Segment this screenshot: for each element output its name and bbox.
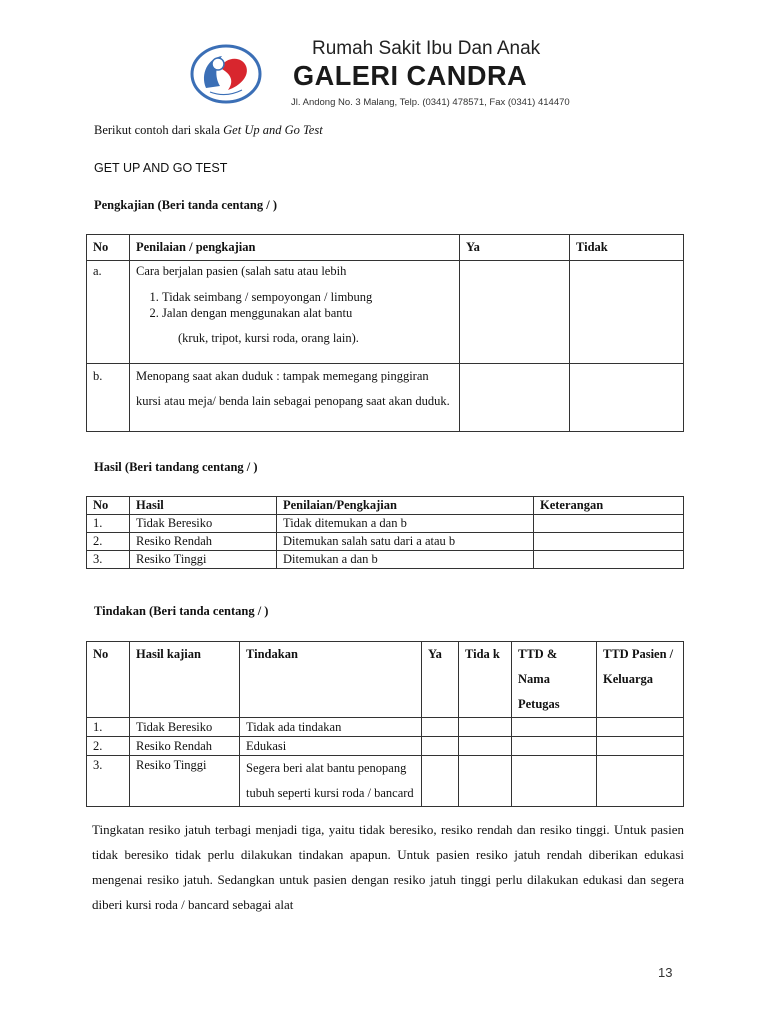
row-penilaian: Ditemukan a dan b xyxy=(277,551,534,569)
row-tindakan: Tidak ada tindakan xyxy=(240,718,422,737)
header-tidak: Tida k xyxy=(459,642,512,718)
section3-title: Tindakan (Beri tanda centang / ) xyxy=(94,604,269,618)
row-no: 1. xyxy=(87,718,130,737)
table-row xyxy=(87,533,684,551)
row-hasil: Resiko Tinggi xyxy=(130,551,277,569)
intro-italic: Get Up and Go Test xyxy=(223,123,323,137)
hospital-address: Jl. Andong No. 3 Malang, Telp. (0341) 478571, Fax (0341) 414470 xyxy=(291,97,570,108)
hospital-logo-icon xyxy=(190,44,262,104)
list-item: 2. Jalan dengan menggunakan alat bantu xyxy=(162,305,453,321)
checkbox-cell-ya[interactable] xyxy=(422,737,459,756)
signature-cell-pasien[interactable] xyxy=(597,737,684,756)
explanation-paragraph: Tingkatan resiko jatuh terbagi menjadi tiga, yaitu tidak beresiko, resiko rendah dan resiko tinggi. Untuk pasien tidak beresiko tidak perlu dilakukan tindakan apapun. Untuk pasien resiko jatuh rendah diberikan edukasi mengenai resiko jatuh. Sedangkan untuk pasien dengan resiko jatuh tinggi perlu dilakukan edukasi dan segera diberi kursi roda / bancard sebagai alat xyxy=(92,822,684,912)
header-ya: Ya xyxy=(422,642,459,718)
row-no: 2. xyxy=(87,533,130,551)
table-header-row xyxy=(87,235,684,261)
checkbox-cell-tidak[interactable] xyxy=(459,737,512,756)
row-a-text: Cara berjalan pasien (salah satu atau lebih xyxy=(136,264,347,278)
header-no: No xyxy=(87,642,130,718)
row-keterangan[interactable] xyxy=(534,515,684,533)
table-row xyxy=(87,515,684,533)
checkbox-cell-tidak[interactable] xyxy=(570,364,684,432)
signature-cell-pasien[interactable] xyxy=(597,756,684,807)
row-no: a. xyxy=(87,261,130,364)
header-hasil-kajian: Hasil kajian xyxy=(130,642,240,718)
row-hasil: Tidak Beresiko xyxy=(130,718,240,737)
table-header-row xyxy=(87,642,684,718)
row-a-continuation: (kruk, tripot, kursi roda, orang lain). xyxy=(178,331,359,345)
row-hasil: Tidak Beresiko xyxy=(130,515,277,533)
list-item: 1. Tidak seimbang / sempoyongan / limbung xyxy=(162,289,453,305)
page-number: 13 xyxy=(658,965,673,980)
hasil-table xyxy=(86,496,684,569)
intro-text xyxy=(94,123,323,138)
table-row xyxy=(87,756,684,807)
checkbox-cell-tidak[interactable] xyxy=(459,718,512,737)
header-ya: Ya xyxy=(460,235,570,261)
checkbox-cell-tidak[interactable] xyxy=(459,756,512,807)
intro-prefix: Berikut contoh dari skala xyxy=(94,123,224,137)
checkbox-cell-ya[interactable] xyxy=(460,364,570,432)
signature-cell-petugas[interactable] xyxy=(512,756,597,807)
row-no: b. xyxy=(87,364,130,432)
row-penilaian: Ditemukan salah satu dari a atau b xyxy=(277,533,534,551)
header-keterangan: Keterangan xyxy=(534,497,684,515)
test-title: GET UP AND GO TEST xyxy=(94,161,228,175)
header-no: No xyxy=(87,497,130,515)
row-hasil: Resiko Rendah xyxy=(130,737,240,756)
header-penilaian: Penilaian / pengkajian xyxy=(130,235,460,261)
row-b-text: Menopang saat akan duduk : tampak memegang pinggiran kursi atau meja/ benda lain sebagai penopang saat akan duduk. xyxy=(130,364,460,432)
signature-cell-pasien[interactable] xyxy=(597,718,684,737)
row-no: 3. xyxy=(87,551,130,569)
table-row xyxy=(87,364,684,432)
section2-title: Hasil (Beri tandang centang / ) xyxy=(94,460,258,474)
pengkajian-table xyxy=(86,234,684,432)
table-header-row xyxy=(87,497,684,515)
row-no: 1. xyxy=(87,515,130,533)
row-keterangan[interactable] xyxy=(534,533,684,551)
table-row xyxy=(87,261,684,364)
row-tindakan: Edukasi xyxy=(240,737,422,756)
row-content xyxy=(130,261,460,364)
header-no: No xyxy=(87,235,130,261)
row-no: 3. xyxy=(87,756,130,807)
row-keterangan[interactable] xyxy=(534,551,684,569)
row-a-list xyxy=(136,289,453,321)
row-tindakan: Segera beri alat bantu penopang tubuh seperti kursi roda / bancard xyxy=(240,756,422,807)
hospital-name: Rumah Sakit Ibu Dan Anak xyxy=(312,38,541,59)
section1-title: Pengkajian (Beri tanda centang / ) xyxy=(94,198,277,212)
header-penilaian: Penilaian/Pengkajian xyxy=(277,497,534,515)
header-tindakan: Tindakan xyxy=(240,642,422,718)
header-ttd-pasien: TTD Pasien / Keluarga xyxy=(597,642,684,718)
checkbox-cell-tidak[interactable] xyxy=(570,261,684,364)
header-ttd-petugas: TTD & Nama Petugas xyxy=(512,642,597,718)
tindakan-table xyxy=(86,641,684,807)
row-penilaian: Tidak ditemukan a dan b xyxy=(277,515,534,533)
checkbox-cell-ya[interactable] xyxy=(422,718,459,737)
header-tidak: Tidak xyxy=(570,235,684,261)
row-hasil: Resiko Rendah xyxy=(130,533,277,551)
checkbox-cell-ya[interactable] xyxy=(422,756,459,807)
brand-name: GALERI CANDRA xyxy=(293,60,528,91)
table-row xyxy=(87,737,684,756)
row-hasil: Resiko Tinggi xyxy=(130,756,240,807)
table-row xyxy=(87,718,684,737)
header-hasil: Hasil xyxy=(130,497,277,515)
signature-cell-petugas[interactable] xyxy=(512,737,597,756)
table-row xyxy=(87,551,684,569)
checkbox-cell-ya[interactable] xyxy=(460,261,570,364)
signature-cell-petugas[interactable] xyxy=(512,718,597,737)
row-no: 2. xyxy=(87,737,130,756)
